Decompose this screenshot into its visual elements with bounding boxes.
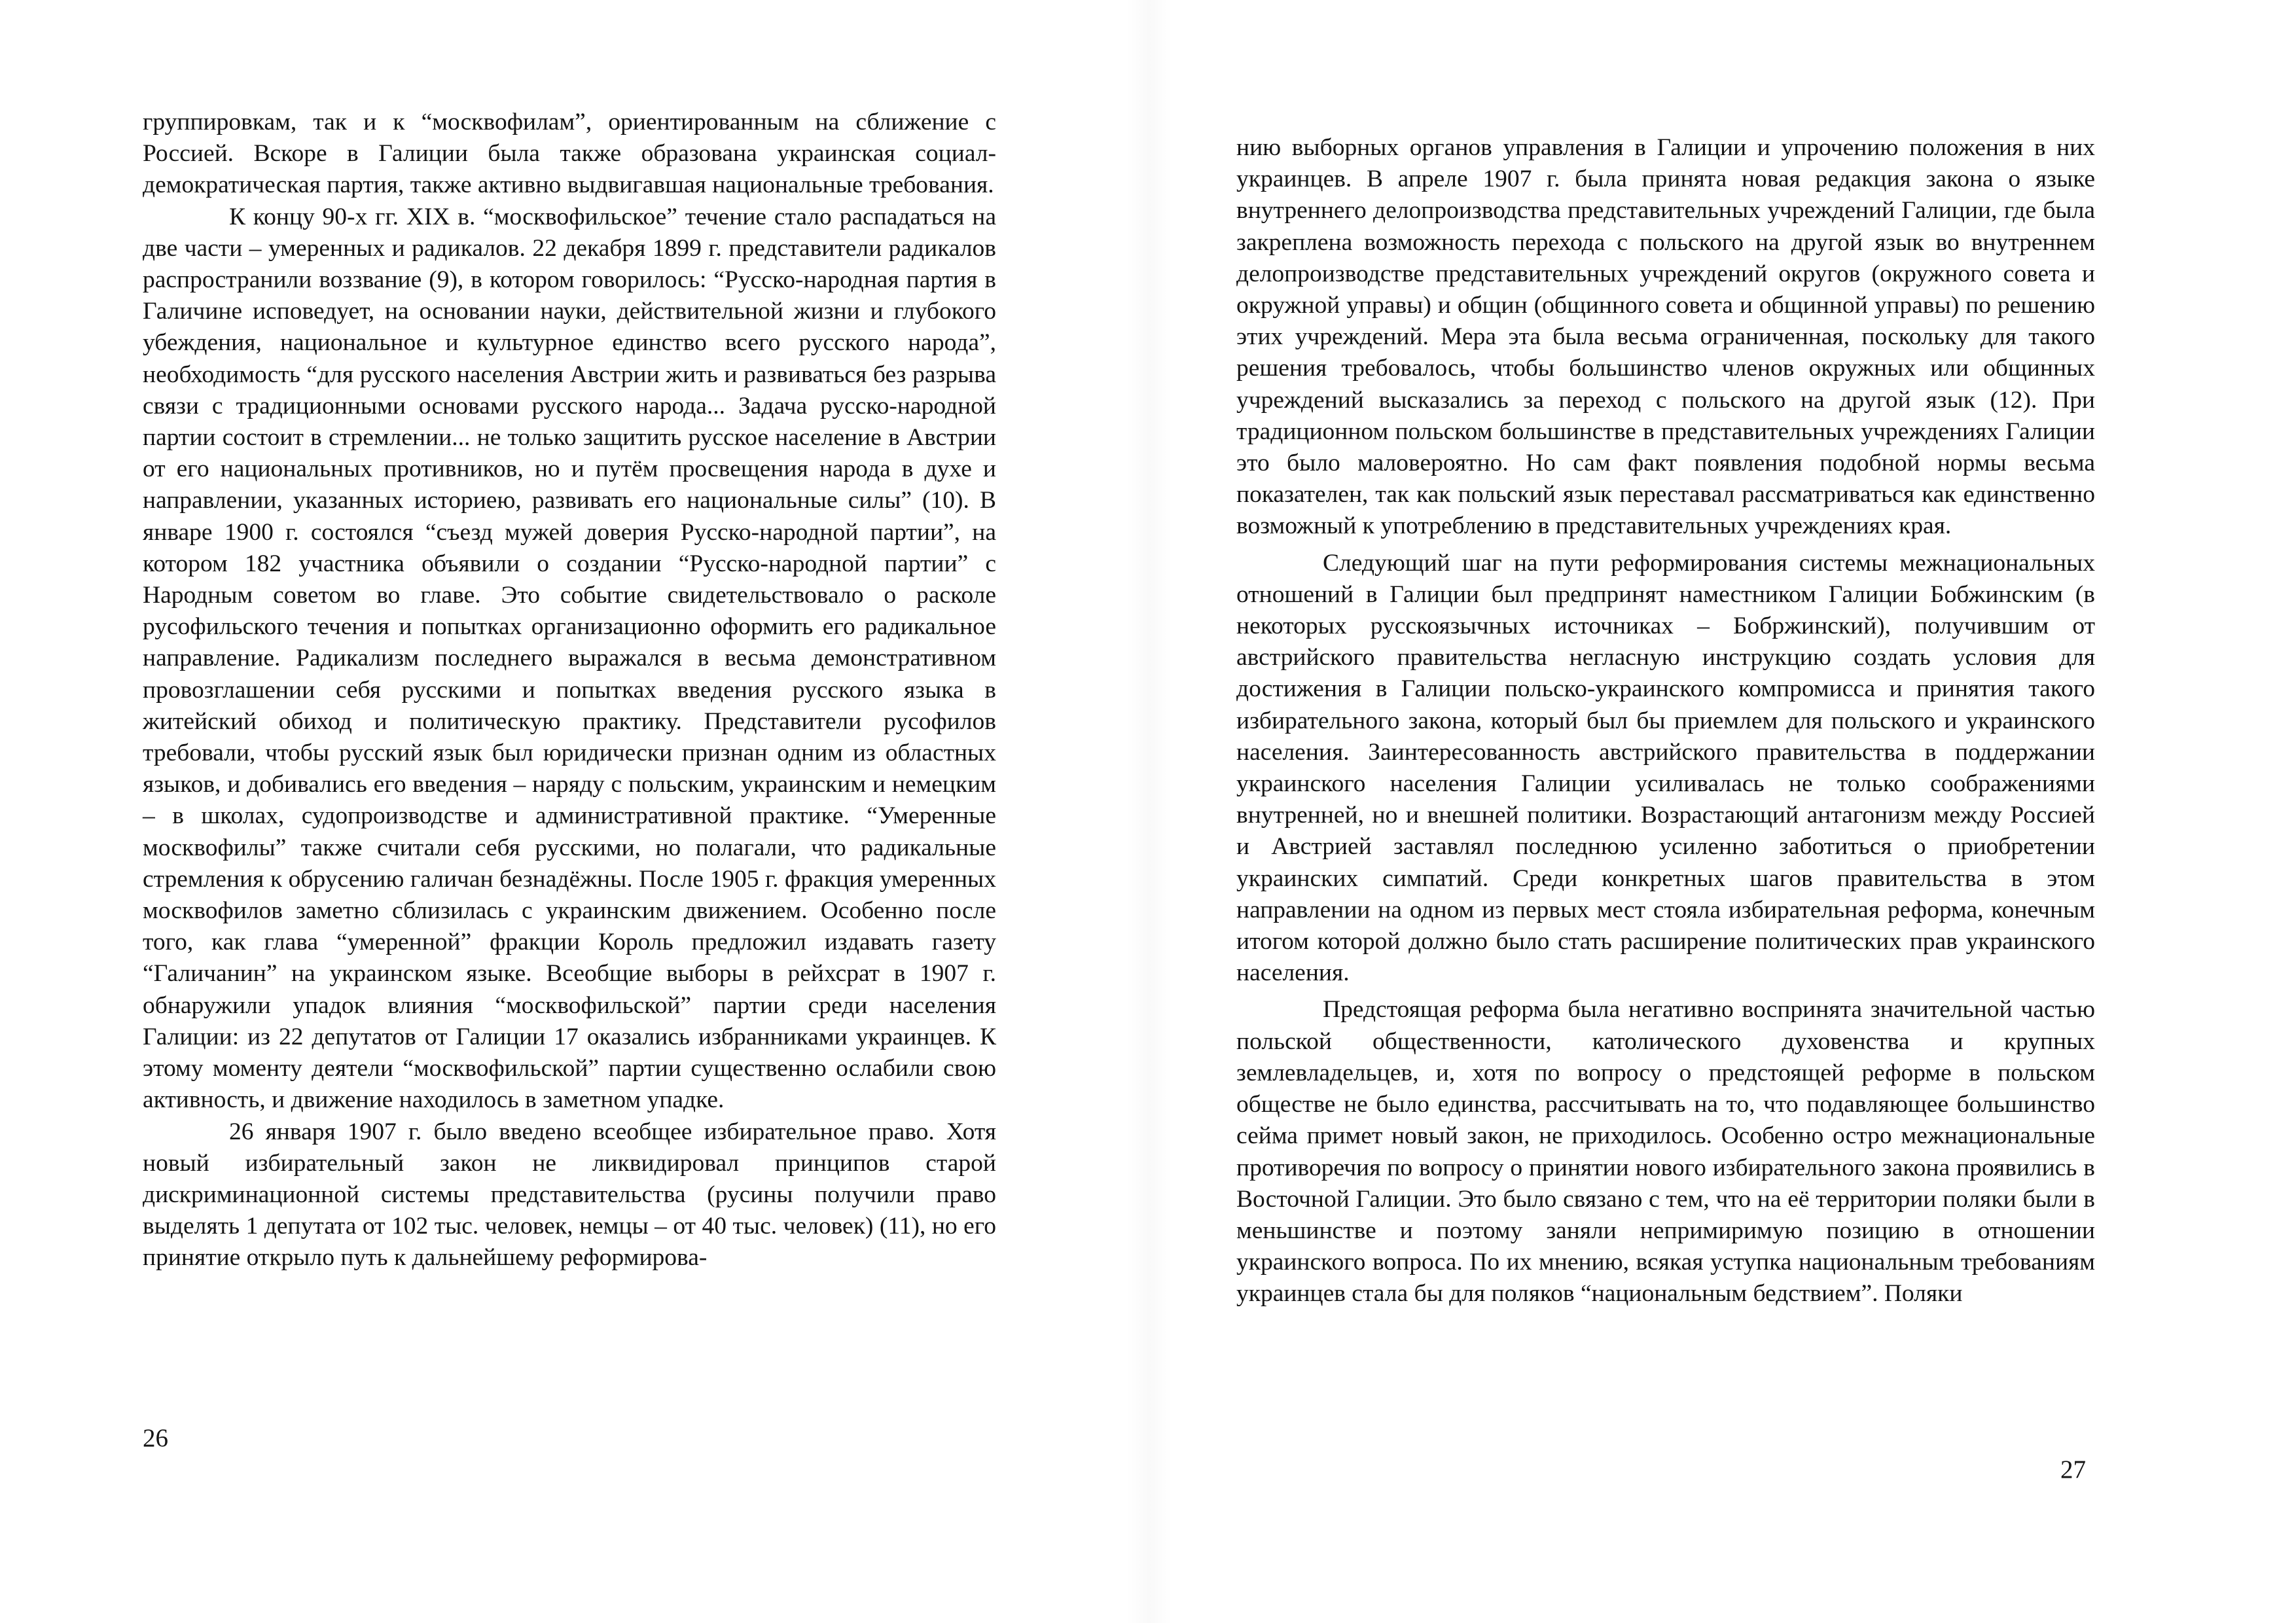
paragraph: Предстоящая реформа была негативно воспринята значительной частью польской общественности, католического духовенства и крупных землевладельцев, и, хотя по вопросу о предстоящей реформе в польском обществе не было единства, рассчитывать на то, что подавляющее большинство сейма примет новый закон, не приходилось. Особенно остро межнациональные противоречия по вопросу о принятии нового избирательного закона проявились в Восточной Галиции. Это было связано с тем, что на её территории поляки были в меньшинстве и поэтому заняли непримиримую позицию в отношении украинского вопроса. По их мнению, всякая уступка национальным требованиям украинцев стала бы для поляков “национальным бедствием”. Поляки [1236, 996, 2095, 1308]
right-page [1148, 0, 2296, 1623]
paragraph: нию выборных органов управления в Галиции и упрочению положения в них украинцев. В апреле 1907 г. была принята новая редакция закона о языке внутреннего делопроизводства представительных учреждений Галиции, где была закреплена возможность перехода с польского на другой язык во внутреннем делопроизводстве представительных учреждений округов (окружного совета и окружной управы) и общин (общинного совета и общинной управы) по решению этих учреждений. Мера эта была весьма ограниченная, поскольку для такого решения требовалось, чтобы большинство членов окружных или общинных учреждений высказались за переход с польского на другой язык (12). При традиционном польском большинстве в представительных учреждениях Галиции это было маловероятно. Но сам факт появления подобной нормы весьма показателен, так как польский язык переставал рассматриваться как единственно возможный к употреблению в представительных учреждениях края. [1236, 134, 2095, 540]
left-page-text [143, 107, 996, 1274]
paragraph: группировкам, так и к “москвофилам”, ориентированным на сближение с Россией. Вскоре в Галиции была также образована украинская социал-демократическая партия, также активно выдвигавшая национальные требования. [143, 109, 996, 199]
paragraph: К концу 90-х гг. XIX в. “москвофильское” течение стало распадаться на две части – умеренных и радикалов. 22 декабря 1899 г. представители радикалов распространили воззвание (9), в котором говорилось: “Русско-народная партия в Галичине исповедует, на основании науки, действительной жизни и глубокого убеждения, национальное и культурное единство всего русского народа”, необходимость “для русского населения Австрии жить и развиваться без разрыва связи с традиционными основами русского народа... Задача русско-народной партии состоит в стремлении... не только защитить русское население в Австрии от его национальных противников, но и путём просвещения народа в духе и направлении, указанных историею, развивать его национальные силы” (10). В январе 1900 г. состоялся “съезд мужей доверия Русско-народной партии”, на котором 182 участника объявили о создании “Русско-народной партии” с Народным советом во главе. Это событие свидетельствовало о расколе русофильского течения и попытках организационно оформить его радикальное направление. Радикализм последнего выражался в весьма демонстративном провозглашении себя русскими и попытках введения русского языка в житейский обиход и политическую практику. Представители русофилов требовали, чтобы русский язык был юридически признан одним из областных языков, и добивались его введения – наряду с польским, украинским и немецким – в школах, судопроизводстве и административной практике. “Умеренные москвофилы” также считали себя русскими, но полагали, что радикальные стремления к обрусению галичан безнадёжны. После 1905 г. фракция умеренных москвофилов заметно сблизилась с украинским движением. Особенно после того, как глава “умеренной” фракции Король предложил издавать газету “Галичанин” на украинском языке. Всеобщие выборы в рейхсрат в 1907 г. обнаружили упадок влияния “москвофильской” партии среди населения Галиции: из 22 депутатов от Галиции 17 оказались избранниками украинцев. К этому моменту деятели “москвофильской” партии существенно ослабили свою активность, и движение находилось в заметном упадке. [143, 203, 996, 1114]
right-page-text [1236, 132, 2095, 1310]
paragraph: 26 января 1907 г. было введено всеобщее избирательное право. Хотя новый избирательный закон не ликвидировал принципов старой дискриминационной системы представительства (русины получили право выделять 1 депутата от 102 тыс. человек, немцы – от 40 тыс. человек) (11), но его принятие открыло путь к дальнейшему реформирова- [143, 1118, 996, 1272]
page-number: 26 [143, 1424, 168, 1452]
page-number: 27 [2060, 1455, 2086, 1484]
paragraph: Следующий шаг на пути реформирования системы межнациональных отношений в Галиции был предпринят наместником Галиции Бобжинским (в некоторых русскоязычных источниках – Бобржинский), получившим от австрийского правительства негласную инструкцию создать условия для достижения в Галиции польско-украинского компромисса и принятия такого избирательного закона, который был бы приемлем для польского и украинского населения. Заинтересованность австрийского правительства в поддержании украинского населения Галиции усиливалась не только соображениями внутренней, но и внешней политики. Возрастающий антагонизм между Россией и Австрией заставлял последнюю усиленно заботиться о приобретении украинских симпатий. Среди конкретных шагов правительства в этом направлении на одном из первых мест стояла избирательная реформа, конечным итогом которой должно было стать расширение политических прав украинского населения. [1236, 549, 2095, 987]
